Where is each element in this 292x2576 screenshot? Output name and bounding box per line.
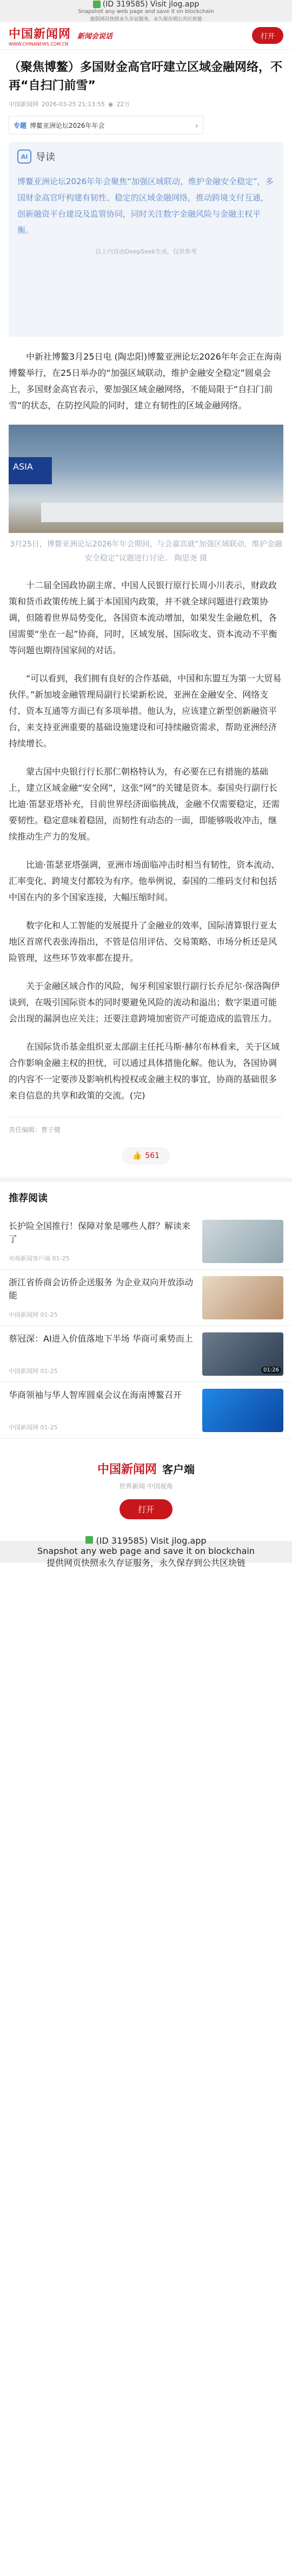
recommend-thumbnail [202, 1389, 283, 1432]
recommend-text: 蔡冠深：AI进入价值落地下半场 华商可乘势而上 [9, 1333, 193, 1344]
paragraph-1: 中新社博鳌3月25日电 (陶忠阳)博鳌亚洲论坛2026年年会正在海南博鳌举行，在25日举办的“加强区域联动，维护金融安全稳定”圆桌会上，多国财金高官表示，要加强区域金融网络，不能局限于“自扫门前雪”的状态，在防控风险的同时，建立有韧性的区域金融网络。 [9, 352, 282, 411]
notice-line2: Snapshot any web page and save it on blockchain [78, 8, 214, 15]
recommend-text: 华商领袖与华人智库圆桌会议在海南博鳌召开 [9, 1390, 182, 1400]
guide-title: 导读 [36, 152, 55, 163]
article [0, 50, 292, 1178]
recommend-text: 浙江省侨商会访侨企送服务 为企业双向开放添动能 [9, 1277, 194, 1300]
recommend-section [0, 1182, 292, 1439]
footer-app [0, 1439, 292, 1541]
recommend-left [9, 1276, 196, 1319]
top-notice-bar[interactable] [0, 0, 292, 22]
footer-tagline: 世界新闻 中国视角 [119, 1482, 173, 1490]
paragraph-3: “可以看到，我们拥有良好的合作基础，中国和东盟互为第一大贸易伙伴。”新加坡金融管理局副行长梁新松说，亚洲在金融安全、网络支付、资本互通等方面已有多项举措。他认为，应该建立新型创新融资平台，来支持亚洲重要的基础设施建设和可持续融资需求，帮助亚洲经济持续增长。 [9, 673, 282, 749]
recommend-item[interactable] [0, 1382, 292, 1439]
recommend-thumbnail [202, 1332, 283, 1376]
article-meta [9, 100, 283, 108]
qr-icon [93, 1, 101, 8]
bottom-notice-line3: 提供网页快照永久存证服务，永久保存到公共区块链 [46, 1557, 245, 1568]
recommend-left [9, 1389, 196, 1432]
recommend-source: 央视新闻客户端 01-25 [9, 1255, 70, 1262]
recommend-source: 中国新闻网 01-25 [9, 1368, 58, 1375]
ai-summary-box [9, 142, 283, 337]
bottom-notice-line1-row [85, 1536, 206, 1546]
qr-icon [85, 1536, 93, 1544]
bottom-notice-bar[interactable] [0, 1535, 292, 1568]
notice-line1-row [93, 0, 200, 9]
recommend-title: 推荐阅读 [9, 1193, 48, 1204]
paragraph-7: 关于金融区域合作的风险，匈牙利国家银行副行长乔尼尔·保洛陶伊谈到，在吸引国际资本的同时要避免风险的流动和溢出；数字渠道可能会出现的漏洞也应关注；还要注意跨境加密资产可能造成的监管压力。 [9, 981, 280, 1024]
recommend-item[interactable] [0, 1213, 292, 1270]
paragraph-5: 比迪·笛瑟亚塔强调，亚洲市场面临冲击时相当有韧性，资本流动、汇率变化、跨境支付都较为有序。他举例说，泰国的二维码支付和包括中国在内的多个国家连接，大幅压缩时间。 [9, 860, 280, 902]
topic-name: 博鳌亚洲论坛2026年年会 [30, 121, 105, 129]
like-row [9, 1134, 283, 1178]
logo-text: 中国新闻网 [9, 27, 71, 41]
article-source: 中国新闻网 [9, 101, 38, 108]
eye-icon: ◉ [108, 100, 114, 108]
like-count: 561 [145, 1152, 160, 1160]
divider [0, 1178, 292, 1182]
thumbs-up-icon: 👍 [132, 1152, 142, 1160]
logo-sub: WWW.CHINANEWS.COM.CN [9, 41, 69, 47]
notice-line1: (ID 319585) Visit jlog.app [102, 0, 200, 9]
recommend-item[interactable] [0, 1270, 292, 1326]
ai-icon: AI [17, 149, 31, 164]
guide-foot: 以上内容由DeepSeek生成，仅供参考 [95, 248, 197, 255]
recommend-thumbnail [202, 1220, 283, 1263]
photo-caption: 3月25日，博鳌亚洲论坛2026年年会期间，与会嘉宾就“加强区域联动，维护金融安全稳定”议题进行讨论。 陶思尧 摄 [10, 540, 282, 563]
footer-open-button[interactable]: 打开 [120, 1499, 172, 1519]
guide-head [17, 149, 275, 164]
topic-link[interactable] [9, 116, 203, 134]
photo-screen: ASIA [9, 457, 52, 484]
editor-line: 责任编辑：曹子健 [9, 1117, 283, 1134]
recommend-left [9, 1220, 196, 1263]
footer-brand [97, 1460, 195, 1477]
logo[interactable] [9, 25, 71, 47]
photo-desk [41, 503, 283, 522]
paragraph-4: 蒙古国中央银行行长那仁朝格特认为，有必要在已有措施的基础上，建立区域金融“安全网”，这张“网”的关键是资本。泰国央行副行长比迪·笛瑟亚塔补充，目前世界经济面临挑战，金融不仅需要稳定，还需要韧性。稳定意味着稳固，而韧性有动态的一面，即能够吸收冲击，继续推动生产力的发展。 [9, 766, 280, 842]
chevron-right-icon: › [195, 120, 198, 131]
article-title: （聚焦博鳌）多国财金高官吁建立区域金融网络，不再“自扫门前雪” [9, 61, 283, 93]
recommend-text: 长护险全国推行！保障对象是哪些人群？解读来了 [9, 1221, 191, 1244]
article-datetime: 2026-03-25 21:13:55 [42, 100, 105, 108]
recommend-left [9, 1332, 196, 1375]
recommend-source: 中国新闻网 01-25 [9, 1311, 58, 1318]
recommend-item[interactable] [0, 1326, 292, 1382]
bottom-notice-line1: (ID 319585) Visit jlog.app [96, 1535, 207, 1546]
paragraph-8: 在国际货币基金组织亚太部副主任托马斯·赫尔布林看来，关于区域合作影响金融主权的担忧，可以通过具体措施化解。他认为，各国协调的内容不一定要涉及影响机构授权或金融主权的事宜，协商的基础很多来自信息的共享和政策的交流。(完) [9, 1042, 280, 1101]
open-app-button[interactable]: 打开 [252, 27, 283, 44]
article-photo[interactable] [9, 425, 283, 533]
video-duration: 01:26 [261, 1367, 281, 1374]
recommend-source: 中国新闻网 01-25 [9, 1424, 58, 1431]
recommend-thumbnail [202, 1276, 283, 1319]
footer-logo: 中国新闻网 [97, 1462, 157, 1476]
topic-tag: 专题 [14, 121, 27, 129]
brand-slogan: 新闻会说话 [77, 32, 113, 41]
paragraph-6: 数字化和人工智能的发展提升了金融业的效率，国际清算银行亚太地区首席代表张涛指出，不管是信用评估、交易策略、市场分析还是风险管理，这些环节效率都在提升。 [9, 920, 277, 963]
site-header [0, 22, 292, 50]
paragraph-2: 十二届全国政协副主席、中国人民银行原行长周小川表示，财政政策和货币政策传统上属于本国国内政策，并不就全球问题进行政策协调，但随着世界局势变化，各国资本流动增加，如果发生金融危机，各国需要“坐在一起”协商，同时，区域发展、国际收支、资本流动不平衡等问题也期待国家间的对话。 [9, 580, 277, 655]
notice-line3: 提供网页快照永久存证服务，永久保存到公共区块链 [90, 16, 202, 22]
footer-client-label: 客户端 [162, 1463, 195, 1476]
guide-body: 博鳌亚洲论坛2026年年会聚焦“加强区域联动，维护金融安全稳定”，多国财金高官吁构建有韧性、稳定的区域金融网络，推动跨境支付互通，创新融资平台建设及监管协同，同时关注数字金融风险与金融主权平衡。 [17, 177, 274, 235]
bottom-notice-line2: Snapshot any web page and save it on blockchain [37, 1545, 255, 1556]
article-views: 22万 [116, 101, 130, 108]
like-button[interactable] [122, 1147, 170, 1165]
